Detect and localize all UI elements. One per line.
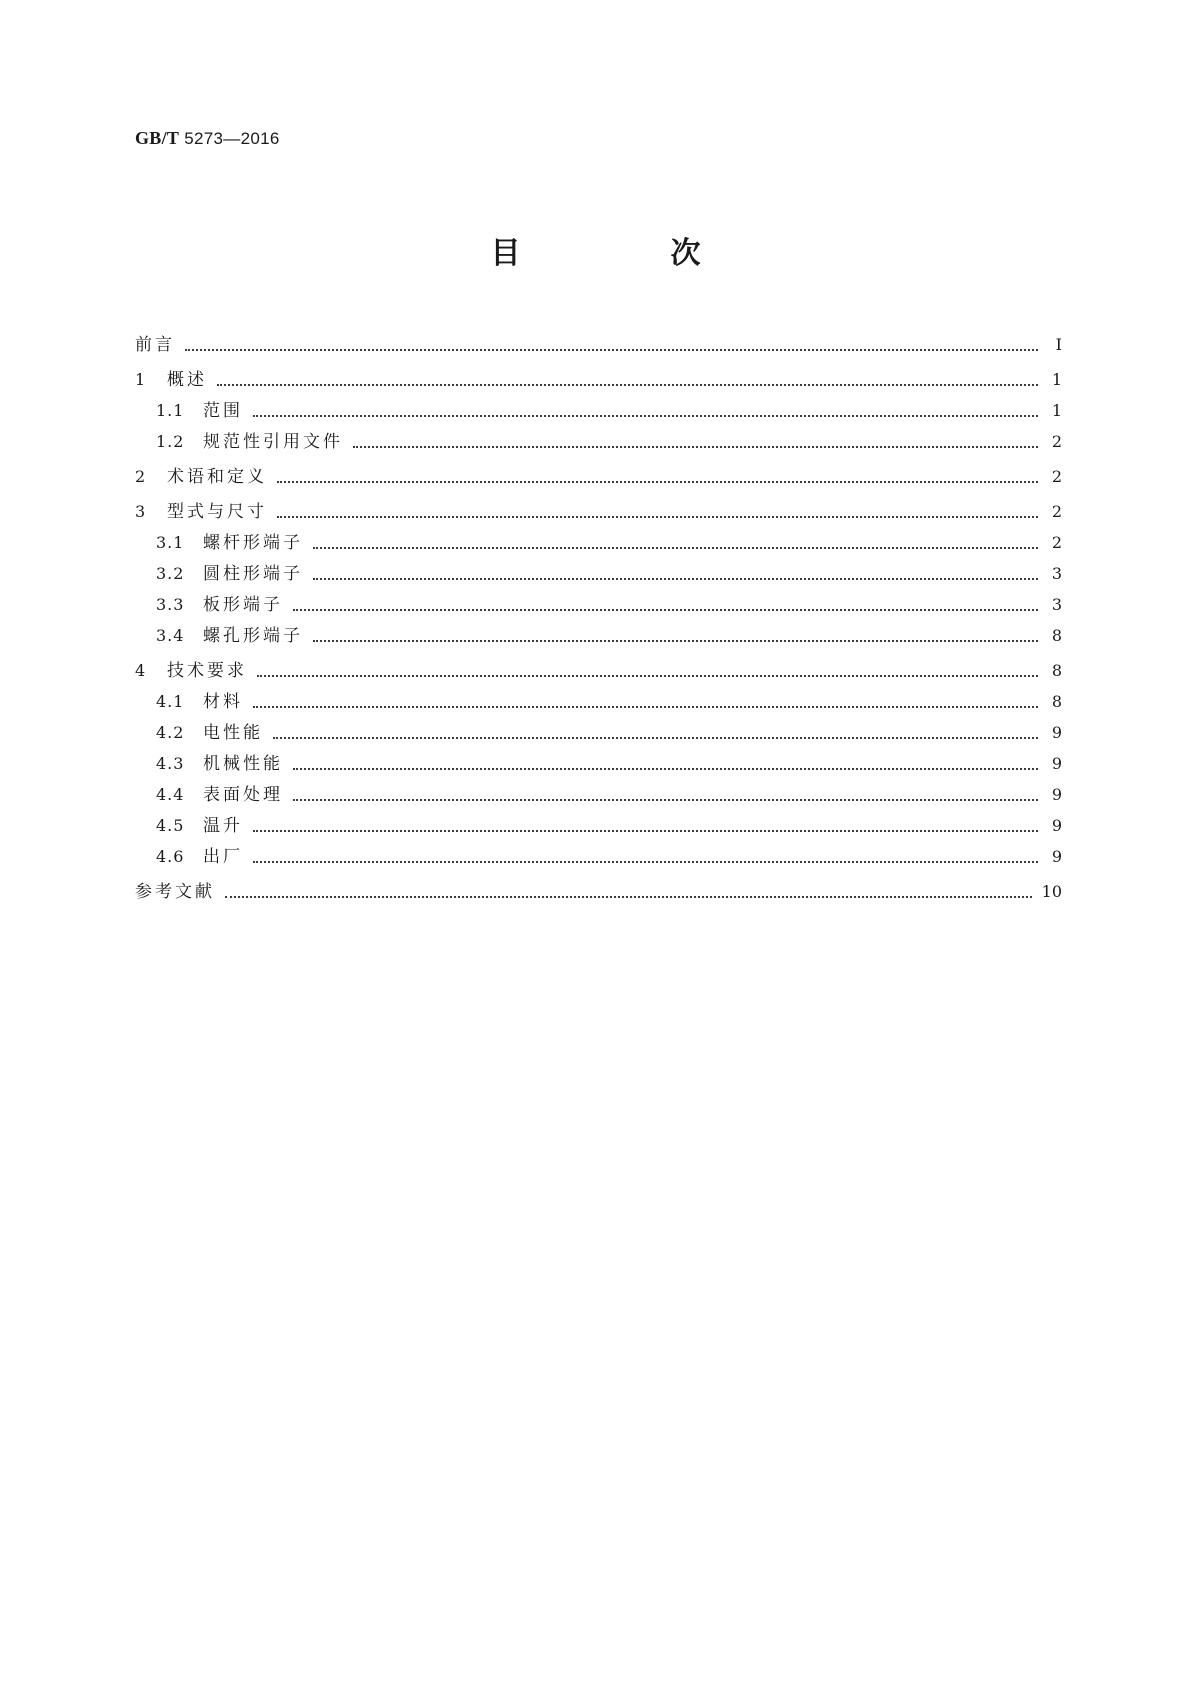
toc-entry-page: 10	[1041, 882, 1062, 901]
toc-entry-page: 2	[1051, 502, 1062, 521]
toc-entry-label: 型式与尺寸	[167, 502, 267, 522]
toc-leader-dots	[313, 566, 1038, 580]
toc-entry-label: 技术要求	[167, 661, 247, 681]
toc-leader-dots	[293, 787, 1038, 801]
toc-leader-dots	[253, 849, 1038, 863]
toc-entry-number: 2	[135, 467, 147, 486]
toc-entry-page: 9	[1051, 754, 1062, 773]
toc-leader-dots	[225, 884, 1032, 898]
standard-prefix: GB/T	[135, 128, 180, 148]
toc-entry-label: 材料	[203, 692, 243, 712]
toc-leader-dots	[293, 597, 1038, 611]
toc-entry-label: 术语和定义	[167, 467, 267, 487]
toc-entry[interactable]	[135, 360, 1062, 391]
toc-leader-dots	[253, 403, 1038, 417]
toc-entry-number: 3.1	[156, 533, 185, 552]
toc-entry-number: 3.4	[156, 626, 185, 645]
toc-entry[interactable]	[135, 616, 1062, 647]
toc-entry[interactable]	[135, 837, 1062, 868]
toc-entry-label: 圆柱形端子	[203, 564, 303, 584]
toc-entry-number: 1.1	[156, 401, 185, 420]
toc-leader-dots	[273, 725, 1038, 739]
toc-entry[interactable]	[135, 422, 1062, 453]
toc-leader-dots	[277, 469, 1038, 483]
toc-entry[interactable]	[135, 457, 1062, 488]
toc-entry[interactable]	[135, 651, 1062, 682]
standard-number: 5273—2016	[184, 129, 280, 148]
toc-entry[interactable]	[135, 523, 1062, 554]
standard-code	[135, 128, 280, 149]
toc-entry-page: 2	[1051, 467, 1062, 486]
toc-entry-page: 9	[1051, 723, 1062, 742]
toc-leader-dots	[185, 337, 1038, 351]
toc-leader-dots	[313, 628, 1038, 642]
toc-leader-dots	[257, 663, 1038, 677]
page-title: 目 次	[490, 236, 761, 271]
toc-entry[interactable]	[135, 492, 1062, 523]
toc-entry-page: 2	[1051, 533, 1062, 552]
toc-entry[interactable]	[135, 325, 1062, 356]
toc-entry-number: 1.2	[156, 432, 185, 451]
toc-entry-label: 温升	[203, 816, 243, 836]
toc-entry-label: 电性能	[203, 723, 263, 743]
table-of-contents	[135, 325, 1062, 903]
toc-leader-dots	[253, 694, 1038, 708]
toc-leader-dots	[353, 434, 1038, 448]
toc-entry-page: 3	[1051, 595, 1062, 614]
toc-entry-label: 前言	[135, 335, 175, 355]
toc-entry-page: 9	[1051, 785, 1062, 804]
toc-entry-label: 螺杆形端子	[203, 533, 303, 553]
toc-entry-page: 3	[1051, 564, 1062, 583]
toc-leader-dots	[313, 535, 1038, 549]
toc-entry[interactable]	[135, 682, 1062, 713]
toc-entry[interactable]	[135, 806, 1062, 837]
toc-entry-label: 表面处理	[203, 785, 283, 805]
toc-entry-page: Ⅰ	[1055, 335, 1062, 354]
toc-entry[interactable]	[135, 713, 1062, 744]
toc-entry-number: 4	[135, 661, 147, 680]
toc-entry-page: 9	[1051, 847, 1062, 866]
toc-entry-number: 4.2	[156, 723, 185, 742]
toc-leader-dots	[293, 756, 1038, 770]
toc-entry[interactable]	[135, 872, 1062, 903]
toc-entry-label: 机械性能	[203, 754, 283, 774]
toc-leader-dots	[217, 372, 1038, 386]
toc-entry-label: 参考文献	[135, 882, 215, 902]
toc-leader-dots	[277, 504, 1038, 518]
toc-entry[interactable]	[135, 391, 1062, 422]
toc-entry[interactable]	[135, 744, 1062, 775]
toc-leader-dots	[253, 818, 1038, 832]
toc-entry-number: 4.1	[156, 692, 185, 711]
toc-entry-label: 螺孔形端子	[203, 626, 303, 646]
toc-entry-number: 3	[135, 502, 147, 521]
toc-entry-number: 4.4	[156, 785, 185, 804]
toc-entry-page: 1	[1051, 370, 1062, 389]
toc-entry-page: 2	[1051, 432, 1062, 451]
toc-entry-number: 1	[135, 370, 147, 389]
toc-entry[interactable]	[135, 775, 1062, 806]
toc-entry-page: 8	[1051, 661, 1062, 680]
toc-entry-number: 3.2	[156, 564, 185, 583]
toc-entry-number: 3.3	[156, 595, 185, 614]
toc-entry-page: 9	[1051, 816, 1062, 835]
toc-entry-number: 4.3	[156, 754, 185, 773]
toc-entry-number: 4.5	[156, 816, 185, 835]
toc-entry-label: 范围	[203, 401, 243, 421]
toc-entry-label: 概述	[167, 370, 207, 390]
toc-entry-label: 出厂	[203, 847, 243, 867]
toc-entry[interactable]	[135, 554, 1062, 585]
toc-entry-page: 8	[1051, 692, 1062, 711]
toc-entry-page: 1	[1051, 401, 1062, 420]
toc-entry-label: 板形端子	[203, 595, 283, 615]
toc-entry-number: 4.6	[156, 847, 185, 866]
toc-entry-label: 规范性引用文件	[203, 432, 343, 452]
toc-entry[interactable]	[135, 585, 1062, 616]
toc-entry-page: 8	[1051, 626, 1062, 645]
